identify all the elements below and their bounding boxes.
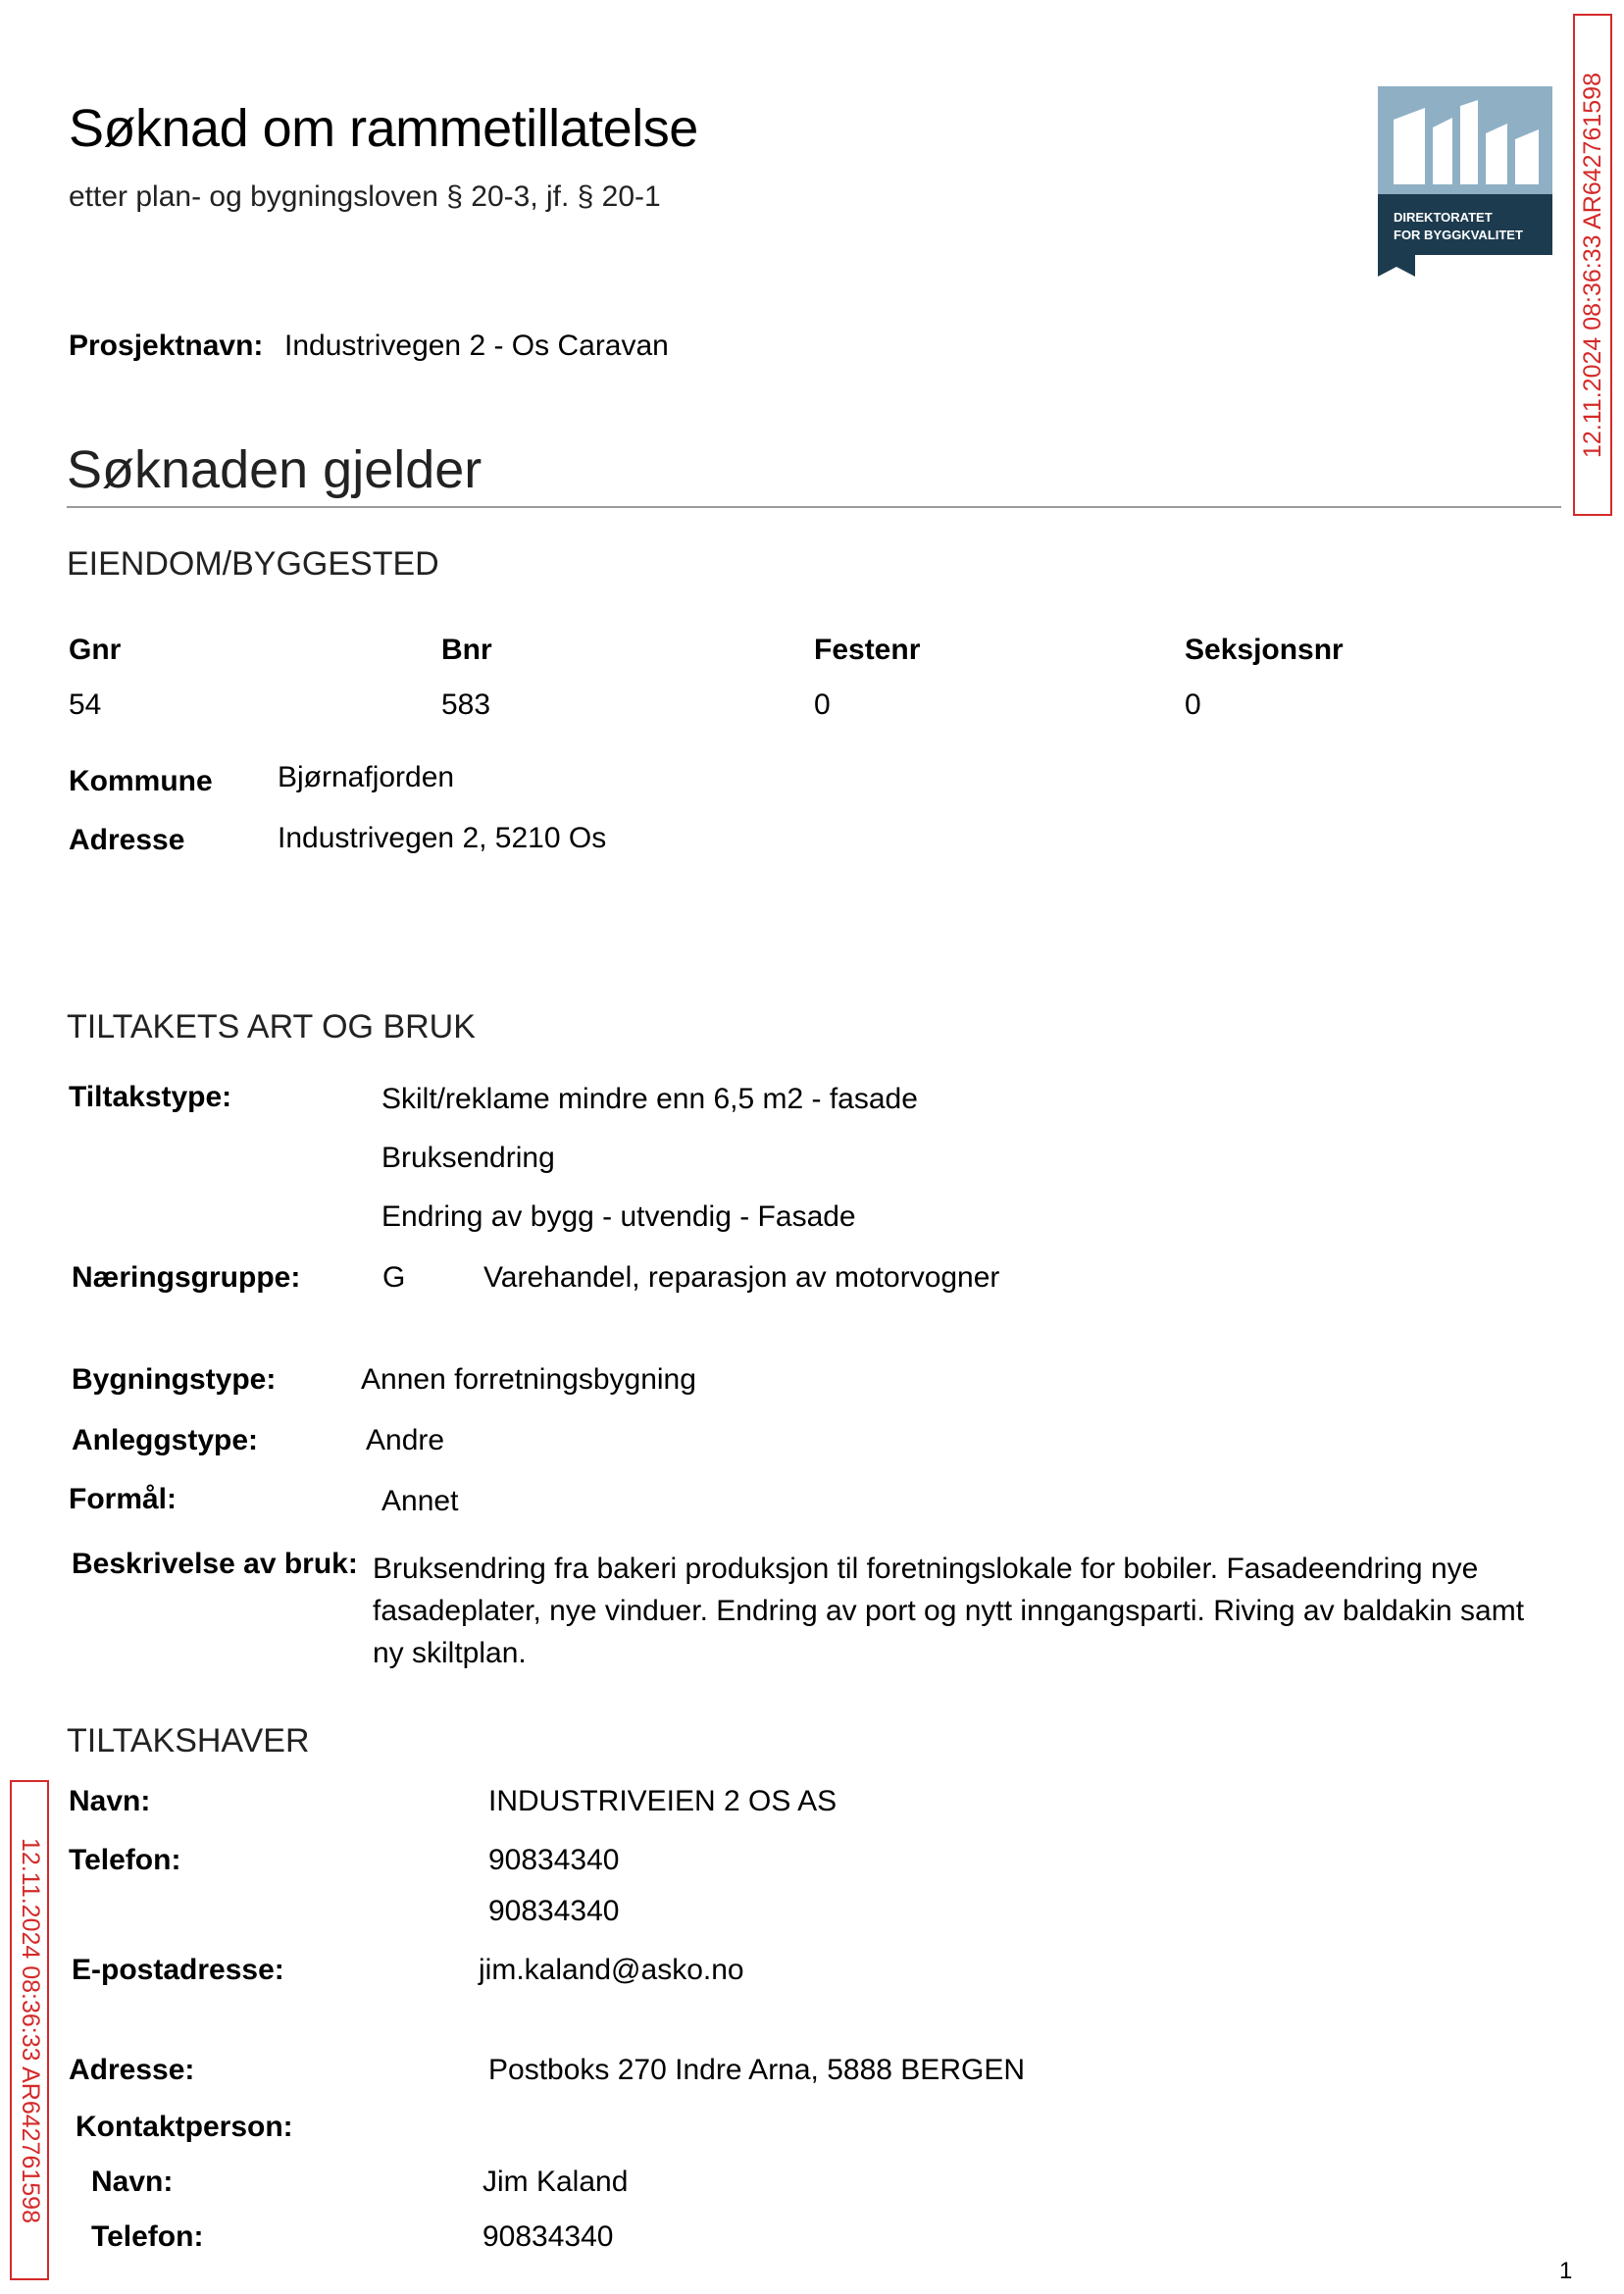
section-divider	[67, 506, 1561, 508]
tiltakstype-item: Endring av bygg - utvendig - Fasade	[381, 1200, 856, 1233]
seksjonsnr-label: Seksjonsnr	[1185, 634, 1344, 666]
festenr-value: 0	[814, 688, 831, 721]
stamp-text: 12.11.2024 08:36:33 AR642761598	[1578, 72, 1606, 458]
dibk-logo	[1378, 86, 1552, 277]
tiltakshaver-navn-value: INDUSTRIVEIEN 2 OS AS	[488, 1785, 837, 1817]
kommune-label: Kommune	[69, 765, 213, 797]
tiltakshaver-heading: TILTAKSHAVER	[67, 1722, 310, 1759]
logo-text-line2: FOR BYGGKVALITET	[1394, 228, 1523, 242]
tiltakshaver-epost-value: jim.kaland@asko.no	[479, 1954, 744, 1986]
bnr-value: 583	[441, 688, 491, 721]
page-title: Søknad om rammetillatelse	[69, 99, 698, 158]
beskrivelse-label: Beskrivelse av bruk:	[72, 1548, 358, 1580]
adresse-value: Industrivegen 2, 5210 Os	[278, 822, 607, 854]
formal-value: Annet	[381, 1485, 459, 1517]
seksjonsnr-value: 0	[1185, 688, 1201, 721]
anleggstype-value: Andre	[366, 1424, 445, 1456]
tiltakshaver-telefon-label: Telefon:	[69, 1844, 181, 1876]
tiltakshaver-telefon-value-2: 90834340	[488, 1895, 620, 1927]
festenr-label: Festenr	[814, 634, 921, 666]
kontakt-navn-value: Jim Kaland	[482, 2166, 629, 2198]
tiltakshaver-adresse-label: Adresse:	[69, 2054, 195, 2086]
tiltakstype-item: Bruksendring	[381, 1142, 555, 1174]
tiltakshaver-epost-label: E-postadresse:	[72, 1954, 284, 1986]
naeringsgruppe-code: G	[382, 1261, 406, 1294]
kontakt-telefon-label: Telefon:	[91, 2220, 204, 2253]
registration-stamp-bottom	[10, 1780, 49, 2280]
naeringsgruppe-text: Varehandel, reparasjon av motorvogner	[483, 1261, 1000, 1294]
naeringsgruppe-label: Næringsgruppe:	[72, 1261, 301, 1294]
tiltakstype-label: Tiltakstype:	[69, 1081, 232, 1113]
formal-label: Formål:	[69, 1483, 178, 1515]
page-subtitle: etter plan- og bygningsloven § 20-3, jf. § 20-1	[69, 180, 661, 213]
kontakt-telefon-value: 90834340	[482, 2220, 614, 2253]
page-number: 1	[1559, 2258, 1573, 2284]
project-name-value: Industrivegen 2 - Os Caravan	[284, 330, 669, 362]
bnr-label: Bnr	[441, 634, 492, 666]
bygningstype-label: Bygningstype:	[72, 1363, 277, 1396]
bygningstype-value: Annen forretningsbygning	[361, 1363, 696, 1396]
adresse-label: Adresse	[69, 824, 185, 856]
kontaktperson-label: Kontaktperson:	[76, 2111, 293, 2143]
registration-stamp-top	[1573, 14, 1612, 516]
eiendom-heading: EIENDOM/BYGGESTED	[67, 545, 439, 583]
kontakt-navn-label: Navn:	[91, 2166, 174, 2198]
tiltakshaver-telefon-value: 90834340	[488, 1844, 620, 1876]
logo-text-line1: DIREKTORATET	[1394, 210, 1493, 225]
project-name-label: Prosjektnavn:	[69, 330, 264, 362]
dibk-logo-graphic	[1378, 86, 1552, 277]
tiltak-heading: TILTAKETS ART OG BRUK	[67, 1008, 476, 1045]
tiltakstype-item: Skilt/reklame mindre enn 6,5 m2 - fasade	[381, 1083, 918, 1115]
gnr-label: Gnr	[69, 634, 122, 666]
gnr-value: 54	[69, 688, 102, 721]
section-heading: Søknaden gjelder	[67, 440, 482, 499]
stamp-text: 12.11.2024 08:36:33 AR642761598	[16, 1837, 44, 2223]
tiltakshaver-adresse-value: Postboks 270 Indre Arna, 5888 BERGEN	[488, 2054, 1025, 2086]
tiltakshaver-navn-label: Navn:	[69, 1785, 151, 1817]
anleggstype-label: Anleggstype:	[72, 1424, 259, 1456]
kommune-value: Bjørnafjorden	[278, 761, 455, 793]
beskrivelse-value: Bruksendring fra bakeri produksjon til foretningslokale for bobiler. Fasadeendring nye fasadeplater, nye vinduer. Endring av port og nytt inngangsparti. Riving av baldakin samt ny skiltplan.	[373, 1553, 1525, 1669]
